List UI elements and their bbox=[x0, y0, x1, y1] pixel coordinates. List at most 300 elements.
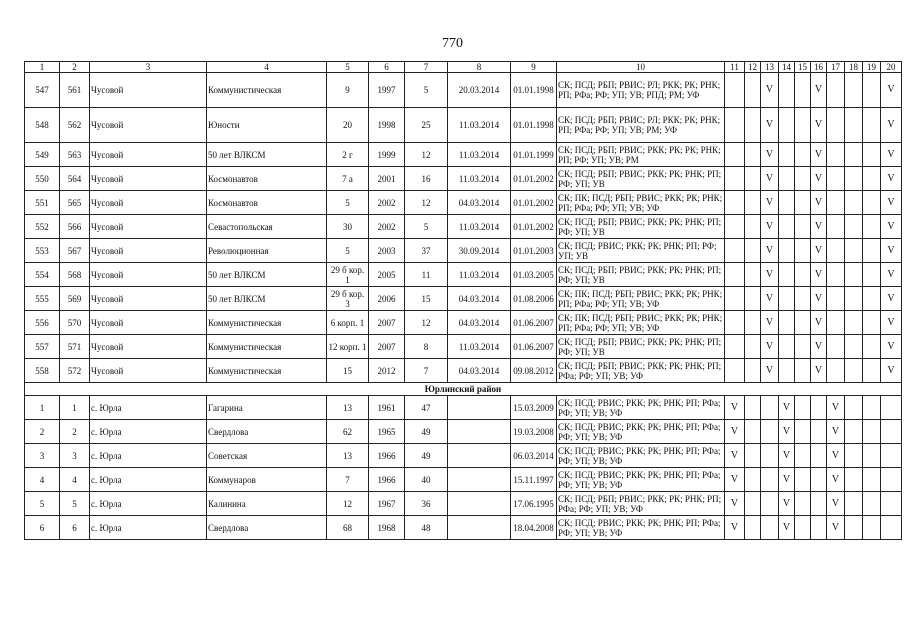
cell-town: Чусовой bbox=[90, 311, 207, 335]
cell-year: 1999 bbox=[369, 143, 405, 167]
cell-mark-18 bbox=[845, 191, 863, 215]
cell-mark-12 bbox=[745, 516, 761, 540]
cell-mark-11 bbox=[725, 167, 745, 191]
cell-mark-18 bbox=[845, 335, 863, 359]
cell-date1: 04.03.2014 bbox=[448, 359, 511, 383]
cell-mark-12 bbox=[745, 311, 761, 335]
cell-mark-16: V bbox=[811, 73, 827, 108]
cell-mark-17 bbox=[827, 191, 845, 215]
cell-mark-17 bbox=[827, 215, 845, 239]
column-number-cell: 7 bbox=[405, 62, 448, 73]
cell-date2: 01.01.2002 bbox=[511, 215, 557, 239]
cell-mark-20: V bbox=[881, 143, 902, 167]
cell-mark-15 bbox=[795, 420, 811, 444]
cell-mark-11 bbox=[725, 239, 745, 263]
table-row bbox=[25, 167, 902, 191]
cell-count: 49 bbox=[405, 420, 448, 444]
cell-n1: 5 bbox=[25, 492, 60, 516]
cell-mark-11: V bbox=[725, 492, 745, 516]
cell-codes: СК; ПК; ПСД; РБП; РВИС; РКК; РК; РНК; РП; РФа; РФ; УП; УВ; УФ bbox=[557, 287, 725, 311]
cell-date2: 01.01.2002 bbox=[511, 191, 557, 215]
cell-mark-15 bbox=[795, 516, 811, 540]
cell-town: Чусовой bbox=[90, 239, 207, 263]
cell-mark-11 bbox=[725, 143, 745, 167]
cell-mark-12 bbox=[745, 215, 761, 239]
cell-date2: 09.08.2012 bbox=[511, 359, 557, 383]
cell-date1: 04.03.2014 bbox=[448, 287, 511, 311]
cell-mark-20: V bbox=[881, 191, 902, 215]
cell-mark-15 bbox=[795, 287, 811, 311]
cell-mark-15 bbox=[795, 167, 811, 191]
cell-mark-18 bbox=[845, 167, 863, 191]
cell-n2: 567 bbox=[60, 239, 90, 263]
cell-mark-19 bbox=[863, 263, 881, 287]
cell-mark-19 bbox=[863, 335, 881, 359]
cell-mark-17 bbox=[827, 108, 845, 143]
cell-mark-11 bbox=[725, 108, 745, 143]
cell-town: Чусовой bbox=[90, 191, 207, 215]
cell-n1: 6 bbox=[25, 516, 60, 540]
cell-n1: 553 bbox=[25, 239, 60, 263]
cell-year: 2001 bbox=[369, 167, 405, 191]
cell-n2: 561 bbox=[60, 73, 90, 108]
cell-n1: 550 bbox=[25, 167, 60, 191]
cell-town: Чусовой bbox=[90, 73, 207, 108]
cell-mark-13: V bbox=[761, 73, 779, 108]
cell-mark-12 bbox=[745, 420, 761, 444]
cell-date1: 11.03.2014 bbox=[448, 143, 511, 167]
cell-mark-14: V bbox=[779, 468, 795, 492]
cell-mark-18 bbox=[845, 263, 863, 287]
cell-mark-13: V bbox=[761, 215, 779, 239]
cell-mark-15 bbox=[795, 396, 811, 420]
cell-mark-19 bbox=[863, 492, 881, 516]
cell-mark-12 bbox=[745, 108, 761, 143]
cell-mark-13: V bbox=[761, 263, 779, 287]
cell-mark-12 bbox=[745, 492, 761, 516]
cell-mark-17 bbox=[827, 287, 845, 311]
cell-n1: 2 bbox=[25, 420, 60, 444]
cell-year: 2012 bbox=[369, 359, 405, 383]
cell-date2: 01.06.2007 bbox=[511, 335, 557, 359]
cell-mark-13: V bbox=[761, 167, 779, 191]
table-row bbox=[25, 287, 902, 311]
table-row bbox=[25, 239, 902, 263]
page-number: 770 bbox=[442, 36, 463, 51]
cell-mark-16 bbox=[811, 492, 827, 516]
cell-count: 15 bbox=[405, 287, 448, 311]
cell-mark-18 bbox=[845, 420, 863, 444]
cell-mark-16 bbox=[811, 444, 827, 468]
column-number-cell: 14 bbox=[779, 62, 795, 73]
cell-year: 1961 bbox=[369, 396, 405, 420]
cell-street: Калинина bbox=[207, 492, 327, 516]
cell-mark-14: V bbox=[779, 444, 795, 468]
cell-house: 29 б кор. 1 bbox=[327, 263, 369, 287]
cell-house: 12 bbox=[327, 492, 369, 516]
cell-mark-18 bbox=[845, 359, 863, 383]
column-number-cell: 17 bbox=[827, 62, 845, 73]
cell-mark-14 bbox=[779, 287, 795, 311]
cell-mark-14 bbox=[779, 108, 795, 143]
cell-n1: 552 bbox=[25, 215, 60, 239]
cell-mark-12 bbox=[745, 287, 761, 311]
cell-codes: СК; ПСД; РБП; РВИС; РКК; РК; РНК; РП; РФа; РФ; УП; УВ; УФ bbox=[557, 359, 725, 383]
cell-street: Севастопольская bbox=[207, 215, 327, 239]
cell-count: 36 bbox=[405, 492, 448, 516]
cell-mark-16: V bbox=[811, 191, 827, 215]
cell-n2: 5 bbox=[60, 492, 90, 516]
cell-date1 bbox=[448, 396, 511, 420]
cell-codes: СК; ПСД; РВИС; РКК; РК; РНК; РП; РФа; РФ; УП; УВ; УФ bbox=[557, 516, 725, 540]
cell-n1: 3 bbox=[25, 444, 60, 468]
cell-count: 5 bbox=[405, 73, 448, 108]
cell-mark-16: V bbox=[811, 311, 827, 335]
cell-house: 12 корп. 1 bbox=[327, 335, 369, 359]
column-number-cell: 16 bbox=[811, 62, 827, 73]
cell-date2: 19.03.2008 bbox=[511, 420, 557, 444]
cell-town: с. Юрла bbox=[90, 468, 207, 492]
cell-mark-14 bbox=[779, 191, 795, 215]
cell-mark-15 bbox=[795, 335, 811, 359]
cell-mark-14: V bbox=[779, 420, 795, 444]
cell-house: 13 bbox=[327, 396, 369, 420]
cell-n1: 554 bbox=[25, 263, 60, 287]
cell-mark-13 bbox=[761, 396, 779, 420]
cell-mark-13: V bbox=[761, 239, 779, 263]
cell-mark-17 bbox=[827, 359, 845, 383]
cell-mark-13 bbox=[761, 444, 779, 468]
cell-town: Чусовой bbox=[90, 143, 207, 167]
cell-codes: СК; ПК; ПСД; РБП; РВИС; РКК; РК; РНК; РП; РФа; РФ; УП; УВ; УФ bbox=[557, 191, 725, 215]
cell-mark-18 bbox=[845, 492, 863, 516]
cell-house: 15 bbox=[327, 359, 369, 383]
cell-mark-20: V bbox=[881, 287, 902, 311]
cell-mark-20: V bbox=[881, 263, 902, 287]
cell-mark-17 bbox=[827, 335, 845, 359]
cell-count: 12 bbox=[405, 191, 448, 215]
cell-town: Чусовой bbox=[90, 335, 207, 359]
cell-date1: 11.03.2014 bbox=[448, 215, 511, 239]
cell-mark-20 bbox=[881, 516, 902, 540]
cell-year: 1968 bbox=[369, 516, 405, 540]
cell-mark-16: V bbox=[811, 359, 827, 383]
column-number-cell: 3 bbox=[90, 62, 207, 73]
cell-codes: СК; ПСД; РБП; РВИС; РКК; РК; РНК; РП; РФ; УП; УВ bbox=[557, 335, 725, 359]
column-number-cell: 9 bbox=[511, 62, 557, 73]
cell-date2: 01.03.2005 bbox=[511, 263, 557, 287]
cell-mark-14: V bbox=[779, 516, 795, 540]
cell-year: 2002 bbox=[369, 191, 405, 215]
cell-n2: 569 bbox=[60, 287, 90, 311]
cell-count: 16 bbox=[405, 167, 448, 191]
cell-n2: 572 bbox=[60, 359, 90, 383]
cell-year: 2003 bbox=[369, 239, 405, 263]
column-number-cell: 1 bbox=[25, 62, 60, 73]
table-row bbox=[25, 215, 902, 239]
cell-mark-12 bbox=[745, 468, 761, 492]
cell-mark-12 bbox=[745, 191, 761, 215]
cell-mark-15 bbox=[795, 468, 811, 492]
cell-year: 1966 bbox=[369, 444, 405, 468]
cell-street: Коммунистическая bbox=[207, 311, 327, 335]
cell-mark-14 bbox=[779, 335, 795, 359]
cell-mark-17: V bbox=[827, 396, 845, 420]
cell-mark-16: V bbox=[811, 263, 827, 287]
cell-date1: 11.03.2014 bbox=[448, 263, 511, 287]
cell-count: 47 bbox=[405, 396, 448, 420]
table-row bbox=[25, 191, 902, 215]
cell-mark-15 bbox=[795, 191, 811, 215]
cell-mark-19 bbox=[863, 468, 881, 492]
cell-n1: 556 bbox=[25, 311, 60, 335]
cell-mark-18 bbox=[845, 468, 863, 492]
column-number-header bbox=[25, 62, 902, 73]
cell-n1: 555 bbox=[25, 287, 60, 311]
cell-date1 bbox=[448, 444, 511, 468]
cell-year: 2005 bbox=[369, 263, 405, 287]
cell-mark-12 bbox=[745, 239, 761, 263]
cell-mark-12 bbox=[745, 444, 761, 468]
cell-mark-19 bbox=[863, 108, 881, 143]
cell-house: 13 bbox=[327, 444, 369, 468]
cell-mark-18 bbox=[845, 73, 863, 108]
cell-mark-13 bbox=[761, 420, 779, 444]
cell-codes: СК; ПСД; РБП; РВИС; РКК; РК; РНК; РП; РФ; УП; УВ bbox=[557, 215, 725, 239]
cell-mark-19 bbox=[863, 167, 881, 191]
cell-mark-17 bbox=[827, 143, 845, 167]
cell-year: 1997 bbox=[369, 73, 405, 108]
cell-date1 bbox=[448, 516, 511, 540]
housing-register-table bbox=[24, 61, 902, 540]
cell-street: 50 лет ВЛКСМ bbox=[207, 143, 327, 167]
cell-mark-18 bbox=[845, 311, 863, 335]
cell-mark-19 bbox=[863, 143, 881, 167]
cell-date2: 06.03.2014 bbox=[511, 444, 557, 468]
table-row bbox=[25, 396, 902, 420]
cell-count: 11 bbox=[405, 263, 448, 287]
cell-mark-16 bbox=[811, 516, 827, 540]
cell-mark-15 bbox=[795, 263, 811, 287]
cell-date2: 01.01.1998 bbox=[511, 73, 557, 108]
cell-n2: 566 bbox=[60, 215, 90, 239]
cell-mark-19 bbox=[863, 311, 881, 335]
cell-count: 48 bbox=[405, 516, 448, 540]
cell-mark-17 bbox=[827, 167, 845, 191]
cell-mark-11 bbox=[725, 311, 745, 335]
cell-count: 12 bbox=[405, 143, 448, 167]
cell-street: 50 лет ВЛКСМ bbox=[207, 287, 327, 311]
cell-mark-12 bbox=[745, 396, 761, 420]
cell-mark-11 bbox=[725, 263, 745, 287]
cell-mark-14 bbox=[779, 359, 795, 383]
cell-n2: 570 bbox=[60, 311, 90, 335]
cell-mark-18 bbox=[845, 143, 863, 167]
cell-mark-15 bbox=[795, 73, 811, 108]
cell-mark-19 bbox=[863, 215, 881, 239]
cell-mark-16: V bbox=[811, 108, 827, 143]
cell-mark-20: V bbox=[881, 359, 902, 383]
cell-mark-17 bbox=[827, 73, 845, 108]
cell-mark-11: V bbox=[725, 516, 745, 540]
cell-mark-13: V bbox=[761, 287, 779, 311]
cell-mark-19 bbox=[863, 359, 881, 383]
cell-mark-16: V bbox=[811, 143, 827, 167]
cell-codes: СК; ПСД; РВИС; РКК; РК; РНК; РП; РФа; РФ; УП; УВ; УФ bbox=[557, 420, 725, 444]
cell-mark-13: V bbox=[761, 359, 779, 383]
table-row bbox=[25, 335, 902, 359]
cell-mark-18 bbox=[845, 215, 863, 239]
cell-n1: 558 bbox=[25, 359, 60, 383]
cell-year: 1998 bbox=[369, 108, 405, 143]
cell-street: Гагарина bbox=[207, 396, 327, 420]
cell-mark-13: V bbox=[761, 311, 779, 335]
cell-date2: 01.01.1999 bbox=[511, 143, 557, 167]
cell-date2: 15.11.1997 bbox=[511, 468, 557, 492]
cell-date1: 20.03.2014 bbox=[448, 73, 511, 108]
cell-mark-16 bbox=[811, 468, 827, 492]
table-row bbox=[25, 108, 902, 143]
cell-codes: СК; ПСД; РБП; РВИС; РКК; РК; РНК; РП; РФа; РФ; УП; УВ; УФ bbox=[557, 492, 725, 516]
cell-mark-15 bbox=[795, 492, 811, 516]
cell-mark-20: V bbox=[881, 239, 902, 263]
cell-mark-14 bbox=[779, 73, 795, 108]
cell-mark-19 bbox=[863, 239, 881, 263]
cell-street: Космонавтов bbox=[207, 191, 327, 215]
cell-mark-20: V bbox=[881, 311, 902, 335]
cell-mark-17: V bbox=[827, 492, 845, 516]
cell-mark-12 bbox=[745, 143, 761, 167]
cell-codes: СК; ПСД; РБП; РВИС; РКК; РК; РНК; РП; РФ; УП; УВ bbox=[557, 167, 725, 191]
cell-year: 2002 bbox=[369, 215, 405, 239]
cell-date1: 30.09.2014 bbox=[448, 239, 511, 263]
cell-date2: 17.06.1995 bbox=[511, 492, 557, 516]
cell-count: 40 bbox=[405, 468, 448, 492]
cell-date2: 01.06.2007 bbox=[511, 311, 557, 335]
cell-mark-18 bbox=[845, 396, 863, 420]
cell-mark-14 bbox=[779, 143, 795, 167]
cell-mark-15 bbox=[795, 359, 811, 383]
cell-year: 1967 bbox=[369, 492, 405, 516]
cell-n1: 557 bbox=[25, 335, 60, 359]
cell-mark-15 bbox=[795, 239, 811, 263]
cell-mark-15 bbox=[795, 311, 811, 335]
cell-year: 1965 bbox=[369, 420, 405, 444]
cell-year: 2006 bbox=[369, 287, 405, 311]
cell-n2: 562 bbox=[60, 108, 90, 143]
cell-house: 2 г bbox=[327, 143, 369, 167]
cell-codes: СК; ПСД; РВИС; РКК; РК; РНК; РП; РФа; РФ; УП; УВ; УФ bbox=[557, 396, 725, 420]
cell-date2: 15.03.2009 bbox=[511, 396, 557, 420]
table-row bbox=[25, 359, 902, 383]
cell-town: с. Юрла bbox=[90, 516, 207, 540]
cell-house: 7 bbox=[327, 468, 369, 492]
cell-mark-12 bbox=[745, 263, 761, 287]
cell-mark-16 bbox=[811, 396, 827, 420]
cell-mark-11 bbox=[725, 215, 745, 239]
cell-n2: 3 bbox=[60, 444, 90, 468]
cell-mark-17: V bbox=[827, 444, 845, 468]
cell-mark-20: V bbox=[881, 215, 902, 239]
cell-year: 1966 bbox=[369, 468, 405, 492]
cell-date1 bbox=[448, 492, 511, 516]
cell-mark-11 bbox=[725, 335, 745, 359]
cell-street: Коммунистическая bbox=[207, 73, 327, 108]
cell-town: с. Юрла bbox=[90, 396, 207, 420]
table-body bbox=[25, 62, 902, 540]
column-number-cell: 2 bbox=[60, 62, 90, 73]
cell-date1: 11.03.2014 bbox=[448, 167, 511, 191]
cell-codes: СК; ПСД; РБП; РВИС; РЛ; РКК; РК; РНК; РП; РФа; РФ; УП; УВ; РМ; УФ bbox=[557, 108, 725, 143]
cell-town: Чусовой bbox=[90, 108, 207, 143]
table-row bbox=[25, 516, 902, 540]
cell-mark-11: V bbox=[725, 444, 745, 468]
cell-house: 5 bbox=[327, 191, 369, 215]
cell-mark-18 bbox=[845, 239, 863, 263]
cell-mark-19 bbox=[863, 73, 881, 108]
cell-mark-13: V bbox=[761, 335, 779, 359]
cell-codes: СК; ПСД; РВИС; РКК; РК; РНК; РП; РФ; УП; УВ bbox=[557, 239, 725, 263]
cell-mark-20: V bbox=[881, 108, 902, 143]
cell-house: 6 корп. 1 bbox=[327, 311, 369, 335]
cell-mark-11 bbox=[725, 287, 745, 311]
table-row bbox=[25, 73, 902, 108]
cell-town: с. Юрла bbox=[90, 492, 207, 516]
cell-mark-13: V bbox=[761, 143, 779, 167]
cell-street: 50 лет ВЛКСМ bbox=[207, 263, 327, 287]
cell-n2: 4 bbox=[60, 468, 90, 492]
cell-mark-20 bbox=[881, 468, 902, 492]
cell-street: Свердлова bbox=[207, 420, 327, 444]
cell-mark-20 bbox=[881, 492, 902, 516]
cell-codes: СК; ПСД; РБП; РВИС; РКК; РК; РНК; РП; РФ; УП; УВ bbox=[557, 263, 725, 287]
cell-mark-18 bbox=[845, 287, 863, 311]
table-row bbox=[25, 143, 902, 167]
cell-date1: 04.03.2014 bbox=[448, 191, 511, 215]
cell-mark-20 bbox=[881, 420, 902, 444]
cell-street: Свердлова bbox=[207, 516, 327, 540]
cell-mark-17 bbox=[827, 311, 845, 335]
cell-date2: 01.01.2002 bbox=[511, 167, 557, 191]
cell-mark-11 bbox=[725, 191, 745, 215]
table-row bbox=[25, 492, 902, 516]
cell-count: 12 bbox=[405, 311, 448, 335]
cell-n2: 563 bbox=[60, 143, 90, 167]
table-row bbox=[25, 468, 902, 492]
cell-year: 2007 bbox=[369, 335, 405, 359]
cell-count: 7 bbox=[405, 359, 448, 383]
cell-street: Коммунистическая bbox=[207, 359, 327, 383]
cell-house: 9 bbox=[327, 73, 369, 108]
column-number-cell: 13 bbox=[761, 62, 779, 73]
cell-mark-16: V bbox=[811, 335, 827, 359]
cell-n1: 548 bbox=[25, 108, 60, 143]
cell-n1: 4 bbox=[25, 468, 60, 492]
cell-mark-16: V bbox=[811, 239, 827, 263]
cell-count: 49 bbox=[405, 444, 448, 468]
cell-mark-17 bbox=[827, 263, 845, 287]
cell-mark-18 bbox=[845, 516, 863, 540]
column-number-cell: 20 bbox=[881, 62, 902, 73]
cell-count: 25 bbox=[405, 108, 448, 143]
column-number-cell: 6 bbox=[369, 62, 405, 73]
cell-street: Коммунаров bbox=[207, 468, 327, 492]
cell-mark-18 bbox=[845, 444, 863, 468]
cell-house: 30 bbox=[327, 215, 369, 239]
cell-mark-15 bbox=[795, 108, 811, 143]
section-row bbox=[25, 383, 902, 396]
column-number-cell: 8 bbox=[448, 62, 511, 73]
